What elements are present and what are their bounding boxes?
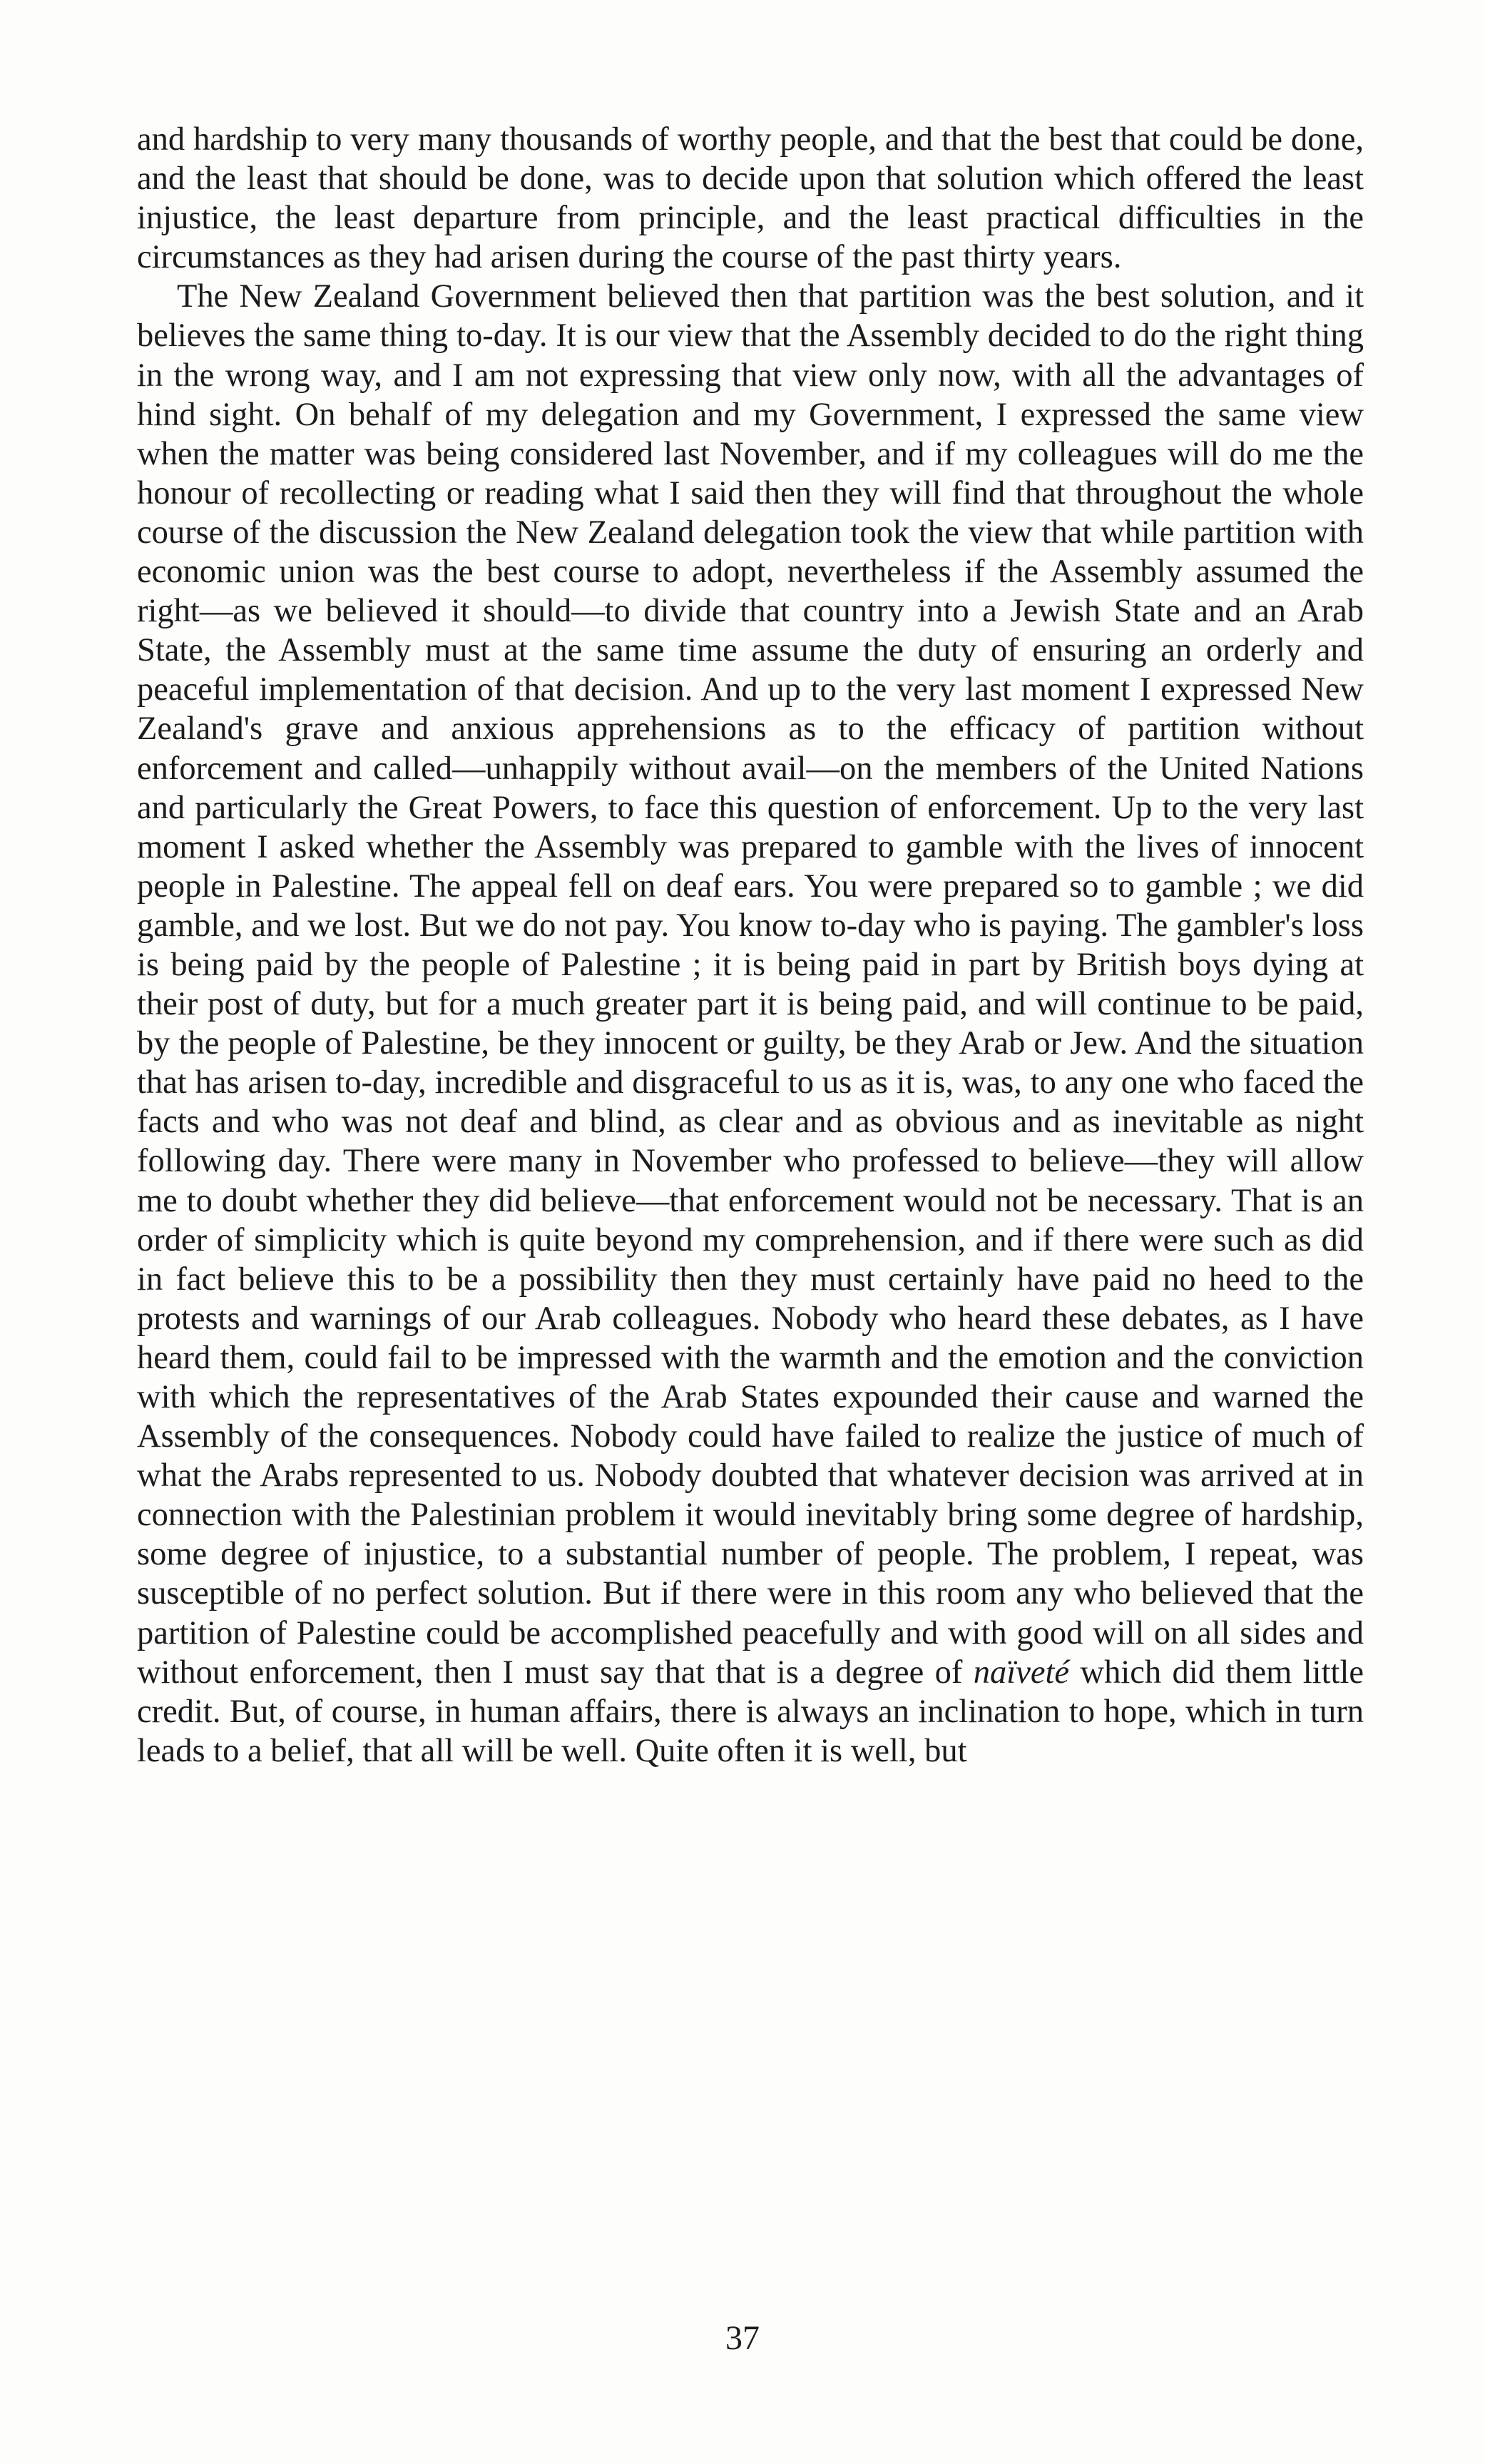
- page-number: 37: [725, 2319, 760, 2357]
- paragraph-body: The New Zealand Government believed then that partition was the best solution, and it believes the same thing to-day. It is our view that the Assembly decided to do the right thing in the wrong way, and I am not expressing that view only now, with all the advantages of hind sight. On behalf of my delegation and my Government, I expressed the same view when the matter was being considered last November, and if my colleagues will do me the honour of recollecting or reading what I said then they will find that throughout the whole course of the discussion the New Zealand delegation took the view that while partition with economic union was the best course to adopt, nevertheless if the Assembly assumed the right—as we believed it should—to divide that country into a Jewish State and an Arab State, the Assembly must at the same time assume the duty of ensuring an orderly and peaceful implementation of that decision. And up to the very last moment I expressed New Zealand's grave and anxious apprehensions as to the efficacy of partition without enforcement and called—unhappily without avail—on the members of the United Nations and particularly the Great Powers, to face this question of enforcement. Up to the very last moment I asked whether the Assembly was prepared to gamble with the lives of innocent people in Palestine. The appeal fell on deaf ears. You were prepared so to gamble ; we did gamble, and we lost. But we do not pay. You know to-day who is paying. The gambler's loss is being paid by the people of Palestine ; it is being paid in part by British boys dying at their post of duty, but for a much greater part it is being paid, and will continue to be paid, by the people of Palestine, be they innocent or guilty, be they Arab or Jew. And the situation that has arisen to-day, incredible and disgraceful to us as it is, was, to any one who faced the facts and who was not deaf and blind, as clear and as obvious and as inevitable as night following day. There were many in November who professed to believe—they will allow me to doubt whether they did believe—that enforcement would not be necessary. That is an order of simplicity which is quite beyond my comprehension, and if there were such as did in fact believe this to be a possibility then they must certainly have paid no heed to the protests and warnings of our Arab colleagues. Nobody who heard these debates, as I have heard them, could fail to be impressed with the warmth and the emotion and the conviction with which the representatives of the Arab States expounded their cause and warned the Assembly of the consequences. Nobody could have failed to realize the justice of much of what the Arabs represented to us. Nobody doubted that whatever decision was arrived at in connection with the Palestinian problem it would inevitably bring some degree of hardship, some degree of injustice, to a substantial number of people. The problem, I repeat, was susceptible of no perfect solution. But if there were in this room any who believed that the partition of Palestine could be accomplished peacefully and with good will on all sides and without enforcement, then I must say that that is a degree of: [137, 278, 1364, 1691]
- paragraph-continuation: and hardship to very many thousands of worthy people, and that the best that could be done, and the least that should be done, was to decide upon that solution which offered the least injustice, the least departure from principle, and the least practical difficulties in the circumstances as they had arisen during the course of the past thirty years.: [137, 121, 1364, 276]
- paragraph-tail: which did them little credit. But, of course, in human affairs, there is always an inclination to hope, which in turn leads to a belief, that all will be well. Quite often it is well, but: [137, 1654, 1364, 1769]
- body-text: [137, 120, 1364, 1771]
- italic-term: naïveté: [973, 1654, 1070, 1691]
- paragraph-new-zealand-view: [137, 277, 1364, 1771]
